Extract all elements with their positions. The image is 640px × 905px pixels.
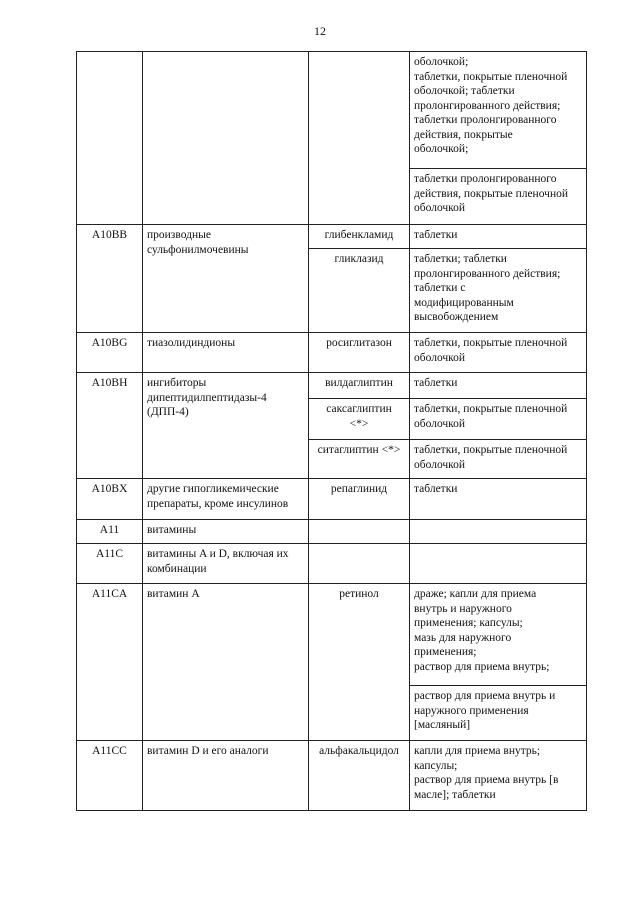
dosage-form-cell: раствор для приема внутрь и наружного применения [масляный] xyxy=(410,686,587,741)
dosage-form-cell: таблетки пролонгированного действия, покрытые пленочной оболочкой xyxy=(410,169,587,225)
inn-cell: глибенкламид xyxy=(309,225,410,249)
drug-list-table xyxy=(76,51,587,811)
dosage-form-cell xyxy=(410,520,587,544)
table-row xyxy=(77,520,587,544)
dosage-form-cell: драже; капли для приема внутрь и наружного применения; капсулы; мазь для наружного применения; раствор для приема внутрь; xyxy=(410,584,587,686)
atc-code-cell xyxy=(77,52,143,225)
inn-cell xyxy=(309,544,410,584)
inn-cell: саксаглиптин <*> xyxy=(309,399,410,440)
table-row xyxy=(77,52,587,169)
group-cell: тиазолидиндионы xyxy=(143,333,309,373)
group-cell: витамин D и его аналоги xyxy=(143,741,309,811)
inn-cell: ретинол xyxy=(309,584,410,741)
inn-cell xyxy=(309,52,410,225)
dosage-form-cell: таблетки xyxy=(410,479,587,520)
dosage-form-cell: таблетки, покрытые пленочной оболочкой xyxy=(410,333,587,373)
table-row xyxy=(77,544,587,584)
dosage-form-cell: оболочкой; таблетки, покрытые пленочной оболочкой; таблетки пролонгированного действия; таблетки пролонгированного действия, покрытые оболочкой; xyxy=(410,52,587,169)
atc-code-cell: A11C xyxy=(77,544,143,584)
group-cell: витамины xyxy=(143,520,309,544)
atc-code-cell: A10BG xyxy=(77,333,143,373)
inn-cell xyxy=(309,520,410,544)
atc-code-cell: A11 xyxy=(77,520,143,544)
table-row xyxy=(77,479,587,520)
inn-cell: вилдаглиптин xyxy=(309,373,410,399)
group-cell: витамины A и D, включая их комбинации xyxy=(143,544,309,584)
dosage-form-cell: таблетки; таблетки пролонгированного действия; таблетки с модифицированным высвобождением xyxy=(410,249,587,333)
atc-code-cell: A10BB xyxy=(77,225,143,333)
table-row xyxy=(77,333,587,373)
dosage-form-cell: таблетки, покрытые пленочной оболочкой xyxy=(410,399,587,440)
inn-cell: репаглинид xyxy=(309,479,410,520)
dosage-form-cell: капли для приема внутрь; капсулы; раствор для приема внутрь [в масле]; таблетки xyxy=(410,741,587,811)
dosage-form-cell: таблетки xyxy=(410,373,587,399)
inn-cell: росиглитазон xyxy=(309,333,410,373)
atc-code-cell: A11CC xyxy=(77,741,143,811)
group-cell: витамин A xyxy=(143,584,309,741)
inn-cell: гликлазид xyxy=(309,249,410,333)
table-row xyxy=(77,584,587,686)
dosage-form-cell: таблетки, покрытые пленочной оболочкой xyxy=(410,440,587,479)
group-cell: производные сульфонилмочевины xyxy=(143,225,309,333)
atc-code-cell: A10BH xyxy=(77,373,143,479)
dosage-form-cell: таблетки xyxy=(410,225,587,249)
table-row xyxy=(77,225,587,249)
atc-code-cell: A11CA xyxy=(77,584,143,741)
table-row xyxy=(77,741,587,811)
group-cell: другие гипогликемические препараты, кроме инсулинов xyxy=(143,479,309,520)
page-number: 12 xyxy=(314,24,326,38)
inn-cell: альфакальцидол xyxy=(309,741,410,811)
group-cell xyxy=(143,52,309,225)
group-cell: ингибиторы дипептидилпептидазы-4 (ДПП-4) xyxy=(143,373,309,479)
inn-cell: ситаглиптин <*> xyxy=(309,440,410,479)
table-row xyxy=(77,373,587,399)
dosage-form-cell xyxy=(410,544,587,584)
atc-code-cell: A10BX xyxy=(77,479,143,520)
